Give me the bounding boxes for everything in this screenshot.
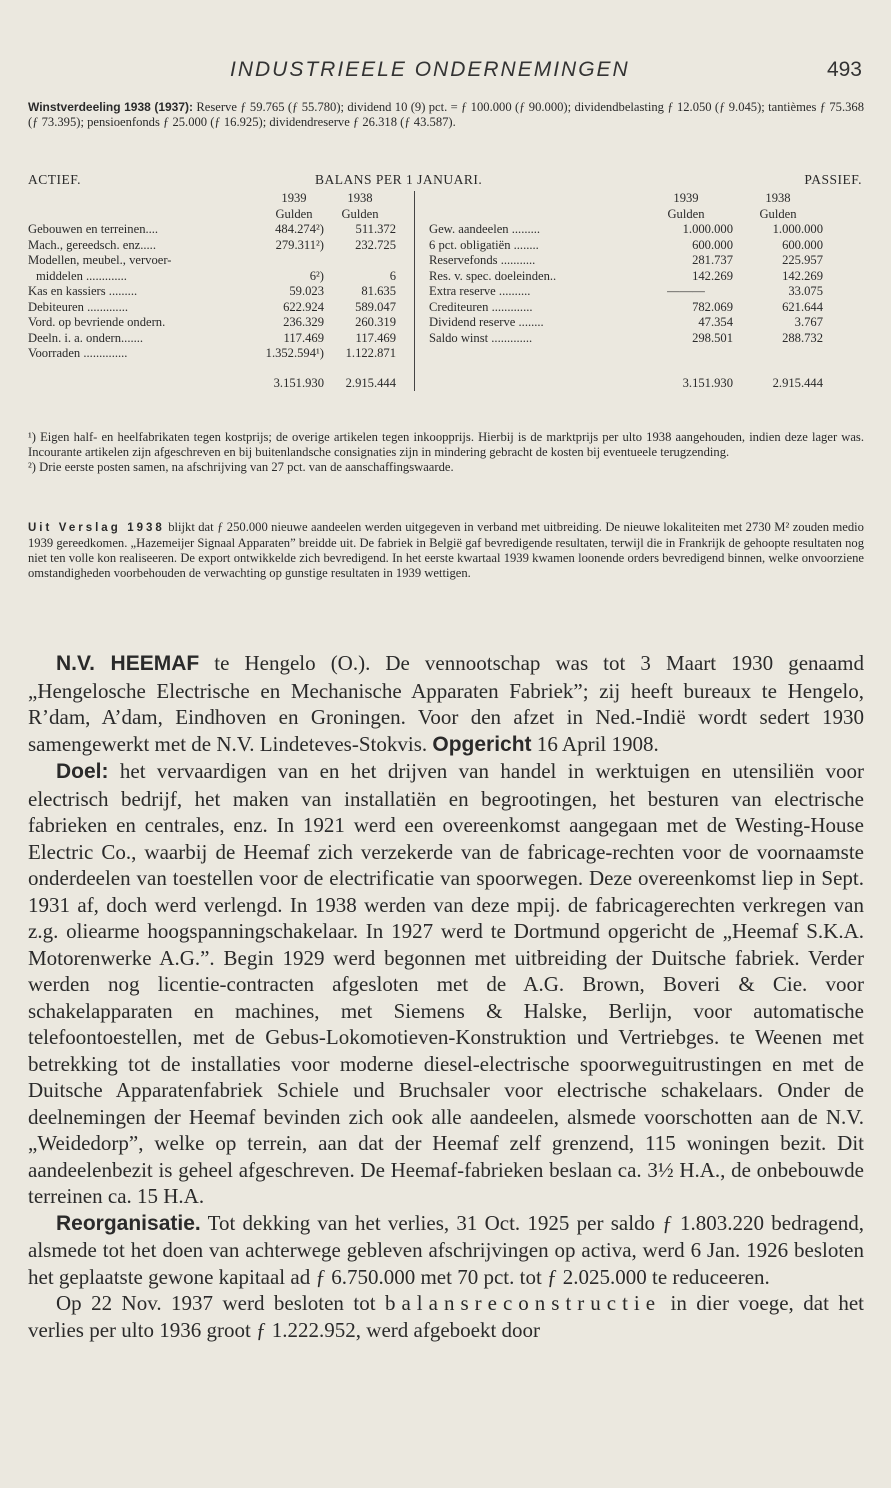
table-row <box>28 315 823 331</box>
passief-total-1939: 3.151.930 <box>682 375 733 390</box>
table-row <box>28 300 823 316</box>
passief-label-cell: Extra reserve .......... <box>429 284 531 298</box>
spacer-row <box>28 362 823 376</box>
passief-label-cell: Dividend reserve ........ <box>429 315 544 329</box>
actief-label-cell: Kas en kassiers ......... <box>28 284 138 298</box>
reorganisatie-text: Tot dekking van het verlies, 31 Oct. 1925 per saldo ƒ 1.803.220 bedragend, alsmede tot het doen van achterwege gebleven afschrijvingen op activa, werd 6 Jan. 1926 besloten het geplaatste gewone kapitaal ad ƒ 6.750.000 met 70 pct. tot ƒ 2.025.000 te reduceeren. <box>28 1210 864 1289</box>
balansreconstructie-term: balansreconstructie <box>384 1291 662 1315</box>
table-row <box>28 331 823 347</box>
footnotes <box>28 430 864 475</box>
unit-right-2: Gulden <box>759 206 797 221</box>
opgericht-label: Opgericht <box>432 732 532 756</box>
heemaf-section <box>28 650 864 1343</box>
passief-value-1938: 288.732 <box>782 330 823 345</box>
actief-total-1939: 3.151.930 <box>273 375 324 390</box>
actief-value-1938: 511.372 <box>355 222 396 236</box>
passief-value-1939: 142.269 <box>692 268 733 283</box>
actief-label-cell: Voorraden .............. <box>28 346 128 360</box>
passief-value-1938: 225.957 <box>782 253 823 267</box>
passief-label-cell: Gew. aandeelen ......... <box>429 222 541 236</box>
passief-label-cell: Saldo winst ............. <box>429 330 533 345</box>
unit-row <box>28 207 823 223</box>
actief-label-cell: Deeln. i. a. ondern....... <box>28 330 144 345</box>
year-1938-right: 1938 <box>765 191 791 205</box>
verslag-text: blijkt dat ƒ 250.000 nieuwe aandeelen werden uitgegeven in verband met uitbreiding. De nieuwe lokaliteiten met 2730 M² zouden medio 1939 gereedkomen. „Hazemeijer Signaal Apparaten” breidde uit. De fabriek in België gaf bevredigende resultaten, terwijl die in Frankrijk de gehoopte resultaten nog niet ten volle kon realiseeren. De export ontwikkelde zich bevredigend. In het eerste kwartaal 1939 kwamen loonende orders bevredigend binnen, welke onvoorziene omstandigheden voorbehouden de verwachting op gunstige resultaten in 1939 wettigen. <box>28 520 864 580</box>
actief-value-1938: 1.122.871 <box>345 346 396 360</box>
verslag-paragraph <box>28 520 864 581</box>
passief-value-1938: 621.644 <box>782 299 823 314</box>
passief-value-1939: 298.501 <box>692 330 733 345</box>
actief-value-1939: 236.329 <box>283 315 324 329</box>
actief-label: ACTIEF. <box>28 172 82 187</box>
year-1938-left: 1938 <box>347 191 373 205</box>
passief-value-1938: 3.767 <box>794 315 823 329</box>
actief-label-cell: Debiteuren ............. <box>28 299 129 314</box>
actief-value-1938: 589.047 <box>355 299 396 314</box>
winstverdeeling-paragraph <box>28 100 864 130</box>
passief-value-1939: 782.069 <box>692 299 733 314</box>
table-row <box>28 346 823 362</box>
actief-label-cell: middelen ............. <box>36 268 127 283</box>
actief-label-cell: Gebouwen en terreinen.... <box>28 222 159 236</box>
passief-label-cell: Res. v. spec. doeleinden.. <box>429 268 557 283</box>
actief-value-1938: 260.319 <box>355 315 396 329</box>
passief-value-1939: 600.000 <box>692 237 733 252</box>
table-row <box>28 222 823 238</box>
passief-label-cell: Crediteuren ............. <box>429 299 533 314</box>
actief-value-1939: 6²) <box>309 268 324 283</box>
actief-label-cell: Modellen, meubel., vervoer- <box>28 253 172 267</box>
passief-label-cell: 6 pct. obligatiën ........ <box>429 237 539 252</box>
passief-value-1938: 600.000 <box>782 237 823 252</box>
doel-text: het vervaardigen van en het drijven van handel in werktuigen en utensiliën voor electrisch bedrijf, het maken van installatiën en begrootingen, het besturen van electrische fabrieken en centrales, enz. In 1921 werd een overeenkomst aangegaan met de Westing-House Electric Co., waarbij de Heemaf zich verzekerde van de fabricage-rechten voor de voornaamste onderdeelen van toestellen voor de electrificatie van spoorwegen. Deze overeenkomst liep in Sept. 1931 af, doch werd verlengd. In 1938 werden van deze mpij. de fabricagerechten verkregen van z.g. oliearme hoogspanningschakelaar. In 1927 werd te Dortmund opgericht de „Heemaf S.K.A. Motorenwerke A.G.”. Begin 1929 werd begonnen met uitbreiding der Duitsche fabriek. Verder werden nog licentie-contracten afgesloten met de A.G. Brown, Boveri & Cie. voor schakelapparaten en machines, met Siemens & Halske, Berlijn, voor automatische telefoontoestellen, met de Gebus-Lokomotieven-Konstruktion und Vertriebges. te Weenen met betrekking tot de installaties voor moderne diesel-electrische spoorweguitrustingen en met de Duitsche Apparatenfabriek Schiele und Bruchsaler voor electrische schakelaars. Onder de deelnemingen der Heemaf bevinden zich ook alle aandeelen, alsmede voorschotten aan de N.V. „Weidedorp”, welke op terrein, aan dat der Heemaf zelf grenzend, 115 woningen bezit. Dit aandeelenbezit is geheel afgeschreven. De Heemaf-fabrieken beslaan ca. 3½ H.A., de onbebouwde terreinen ca. 15 H.A. <box>28 759 865 1208</box>
heemaf-intro-paragraph <box>28 650 864 758</box>
actief-value-1939: 59.023 <box>289 284 324 298</box>
actief-value-1939: 1.352.594¹) <box>265 346 324 360</box>
unit-left-2: Gulden <box>341 206 379 221</box>
year-1939-left: 1939 <box>281 191 307 205</box>
reorganisatie-label: Reorganisatie. <box>56 1211 201 1235</box>
passief-label-cell: Reservefonds ........... <box>429 253 536 267</box>
footnote-2: ²) Drie eerste posten samen, na afschrijving van 27 pct. van de aanschaffingswaarde. <box>28 460 454 474</box>
verslag-label: Uit Verslag 1938 <box>28 522 165 534</box>
actief-total-1938: 2.915.444 <box>345 375 396 390</box>
actief-label-cell: Vord. op bevriende ondern. <box>28 315 166 329</box>
passief-value-1938: 33.075 <box>788 284 823 298</box>
running-header <box>28 58 864 88</box>
page-number: 493 <box>826 58 862 81</box>
doel-paragraph <box>28 758 864 1210</box>
actief-value-1939: 484.274²) <box>275 222 324 236</box>
passief-value-1938: 142.269 <box>782 268 823 283</box>
table-row <box>28 238 823 254</box>
passief-value-1938: 1.000.000 <box>772 222 823 236</box>
last-text-a: Op 22 Nov. 1937 werd besloten tot <box>56 1291 376 1315</box>
actief-value-1939 <box>264 253 324 269</box>
passief-label: PASSIEF. <box>804 172 862 187</box>
heemaf-intro: te Hengelo (O.). De vennootschap was tot 3 Maart 1930 genaamd „Hengelosche Electrische en Mechanische Apparaten Fabriek”; zij heeft bureaux te Hengelo, R’dam, A’dam, Eindhoven en Groningen. Voor den afzet in Ned.-Indië wordt sedert 1930 samengewerkt met de N.V. Lindeteves-Stokvis. <box>28 651 864 756</box>
passief-value-1939: 281.737 <box>692 253 733 267</box>
winstverdeeling-text: Reserve ƒ 59.765 (ƒ 55.780); dividend 10 (9) pct. = ƒ 100.000 (ƒ 90.000); dividendbelasting ƒ 12.050 (ƒ 9.045); tantièmes ƒ 75.368 (ƒ 73.395); pensioenfonds ƒ 25.000 (ƒ 16.925); dividendreserve ƒ 26.318 (ƒ 43.587). <box>28 100 864 129</box>
table-row <box>28 284 823 300</box>
unit-right-1: Gulden <box>667 206 705 221</box>
last-text-b: in dier voege, dat het verlies per ulto 1936 groot ƒ 1.222.952, werd afgeboekt door <box>28 1291 865 1342</box>
winstverdeeling-label: Winstverdeeling 1938 (1937): <box>28 100 194 114</box>
company-name: N.V. HEEMAF <box>56 652 200 675</box>
actief-label-cell: Mach., gereedsch. enz..... <box>28 237 156 252</box>
balance-heading <box>28 172 864 190</box>
actief-value-1939: 622.924 <box>283 299 324 314</box>
actief-value-1938 <box>324 253 396 269</box>
passief-total-1938: 2.915.444 <box>772 375 823 390</box>
year-1939-right: 1939 <box>673 191 699 205</box>
passief-value-1939: 47.354 <box>698 315 733 329</box>
actief-value-1939: 117.469 <box>283 330 324 345</box>
section-title: INDUSTRIEELE ONDERNEMINGEN <box>230 58 630 81</box>
footnote-1: ¹) Eigen half- en heelfabrikaten tegen kostprijs; de overige artikelen tegen inkoopprijs. Hierbij is de marktprijs per ulto 1938 aangehouden, indien deze lager was. Incourante artikelen zijn afgeschreven en bij buitenlandsche consignaties zijn in mindering gebracht de kosten bij eventueele terugzending. <box>28 430 864 459</box>
passief-value-1939: 1.000.000 <box>682 222 733 236</box>
actief-value-1938: 6 <box>389 268 396 283</box>
balansreconstructie-paragraph <box>28 1290 864 1343</box>
year-row <box>28 191 823 207</box>
doel-label: Doel: <box>56 760 109 783</box>
table-row <box>28 269 823 285</box>
reorganisatie-paragraph <box>28 1210 864 1291</box>
passief-value-1939: ——— <box>667 284 705 298</box>
balance-table <box>28 191 823 391</box>
opgericht-text: 16 April 1908. <box>536 731 659 756</box>
balance-title: BALANS PER 1 JANUARI. <box>315 172 483 187</box>
table-row <box>28 253 823 269</box>
actief-value-1938: 117.469 <box>355 330 396 345</box>
actief-value-1938: 232.725 <box>355 237 396 252</box>
unit-left-1: Gulden <box>275 206 313 221</box>
actief-value-1939: 279.311²) <box>275 237 324 252</box>
totals-row <box>28 376 823 392</box>
actief-value-1938: 81.635 <box>361 284 396 298</box>
